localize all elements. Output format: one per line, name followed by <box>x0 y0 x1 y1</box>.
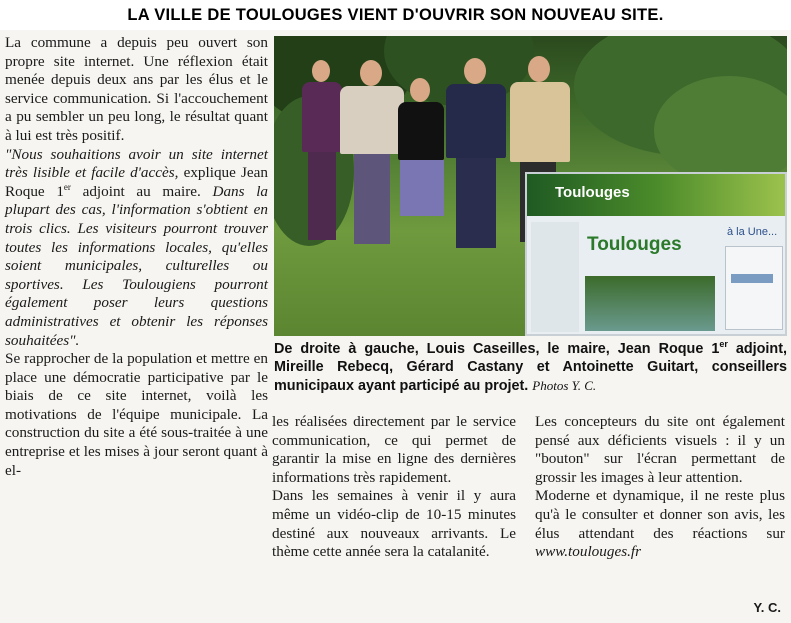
caption-ordinal: er <box>719 339 728 350</box>
quote-paragraph <box>5 146 268 351</box>
column3-paragraph-1: Les concepteurs du site ont également pensé aux déficients visuels : il y un "bouton" sur l'écran permettant de grossir les images à leur attention. <box>535 413 785 486</box>
closing-text: Moderne et dynamique, il ne reste plus qu'à le consulter et donner son avis, les élus attendant des réactions sur <box>535 487 785 542</box>
website-button <box>731 274 773 283</box>
motivation-paragraph: Se rapprocher de la population et mettre en place une démocratie participative par le biais de ce site internet, voilà les motivations de l'équipe municipale. La construction du site a été sous-traitée à une entreprise et les mises à jour seront quant à el- <box>5 350 268 479</box>
website-left-menu <box>531 222 579 332</box>
ordinal-superscript: er <box>63 181 71 192</box>
article-column-1 <box>5 34 268 480</box>
quote-part-a: "Nous souhaitions avoir un site internet très lisible et facile d'accès, <box>5 145 268 182</box>
caption-text-b: adjoint, Mireille Rebecq, Gérard Castany et Antoinette Guitart, conseillers municipaux ayant participé au projet. <box>274 341 787 394</box>
author-signature: Y. C. <box>753 600 781 615</box>
column2-paragraph-1: les réalisées directement par le service communication, ce qui permet de garantir la mise en ligne des dernières informations très rapidement. <box>272 413 516 486</box>
photo-caption <box>274 340 787 395</box>
caption-text-a: De droite à gauche, Louis Caseilles, le maire, Jean Roque 1 <box>274 341 720 357</box>
column2-paragraph-2: Dans les semaines à venir il y aura même un vidéo-clip de 10-15 minutes destiné aux nouveaux arrivants. Le thème cette année sera la catalanité. <box>272 487 516 561</box>
website-sidebar <box>725 246 783 330</box>
article-column-2 <box>272 413 516 562</box>
article-headline: LA VILLE DE TOULOUGES VIENT D'OUVRIR SON NOUVEAU SITE. <box>127 6 664 24</box>
intro-paragraph: La commune a depuis peu ouvert son propre site internet. Une réflexion était menée depuis deux ans par les élus et le service communication. Si l'accouchement a pu sembler un peu long, le résultat quant à lui est très positif. <box>5 34 268 144</box>
column3-paragraph-2 <box>535 487 785 561</box>
website-url: www.toulouges.fr <box>535 543 642 561</box>
website-photo <box>585 276 715 331</box>
photo-credit: Photos Y. C. <box>532 377 597 393</box>
website-logo-large: Toulouges <box>587 234 682 255</box>
quote-part-b: Dans la plupart des cas, l'information s'obtient en trois clics. Les visiteurs pourront trouver toutes les informations locales, qu'elles soient municipales, culturelles ou sportives. Les Toulougiens pourront également poser leurs questions administratives et obtenir les réponses souhaitées". <box>5 182 269 349</box>
attribution-role: adjoint au maire. <box>82 182 201 200</box>
article-column-3 <box>535 413 785 562</box>
website-une-heading: à la Une... <box>727 226 778 238</box>
attribution: explique Jean Roque 1 <box>5 164 268 200</box>
website-logo-small: Toulouges <box>555 184 630 201</box>
website-screenshot-inset <box>525 172 787 336</box>
